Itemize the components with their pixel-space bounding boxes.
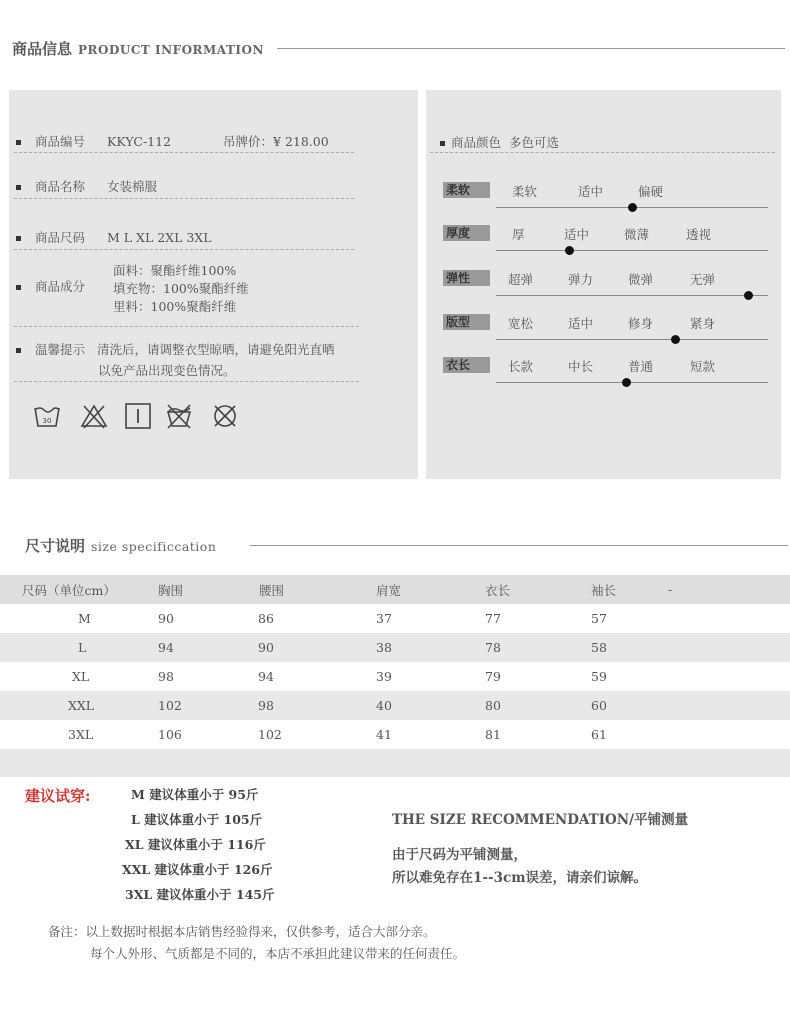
table-cell: 102 [158, 698, 182, 713]
color-value: 多色可选 [509, 135, 560, 150]
table-row [0, 691, 790, 720]
table-row [0, 662, 790, 691]
bullet-icon [16, 185, 21, 190]
recommend-line: XXL 建议体重小于 126斤 [122, 862, 273, 877]
section-title-cn: 商品信息 [12, 40, 73, 58]
no-tumble-dry-icon [165, 402, 193, 430]
table-cell [658, 720, 790, 749]
bullet-icon [16, 140, 21, 145]
info-row-material: 商品成分 [16, 277, 85, 295]
attribute-option: 中长 [568, 359, 594, 374]
table-cell: 106 [158, 727, 182, 742]
attribute-option: 适中 [564, 227, 590, 242]
bullet-icon [16, 236, 21, 241]
table-cell: M [78, 611, 91, 626]
attribute-scale-line [496, 339, 768, 340]
attribute-option: 短款 [690, 359, 716, 374]
table-cell: 79 [485, 669, 501, 684]
color-row: 商品颜色 多色可选 [440, 133, 559, 151]
section-divider [250, 545, 788, 546]
name-value: 女装棉服 [107, 179, 158, 194]
attribute-option: 无弹 [690, 272, 716, 287]
table-cell: 38 [376, 640, 392, 655]
recommend-line: M 建议体重小于 95斤 [131, 787, 259, 802]
bullet-icon [16, 285, 21, 290]
attribute-option: 微弹 [628, 272, 654, 287]
attribute-option: 柔软 [512, 184, 538, 199]
attribute-option: 微薄 [624, 227, 650, 242]
table-cell: 98 [258, 698, 274, 713]
table-cell: 3XL [68, 727, 94, 742]
table-cell: 59 [591, 669, 607, 684]
table-cell [658, 633, 790, 662]
row-divider [430, 152, 775, 153]
table-cell: 80 [485, 698, 501, 713]
attribute-option: 普通 [628, 359, 654, 374]
table-cell: 58 [591, 640, 607, 655]
attribute-scale-line [496, 382, 768, 383]
attribute-scale-line [496, 295, 768, 296]
recommend-note-2: 所以难免存在1--3cm误差，请亲们谅解。 [392, 870, 647, 886]
table-cell: 57 [591, 611, 607, 626]
table-cell: L [78, 640, 87, 655]
remark-line-1: 备注：以上数据时根据本店销售经验得来，仅供参考，适合大部分亲。 [48, 924, 436, 939]
info-row-code: 商品编号 KKYC-112 吊牌价：¥ 218.00 [16, 132, 329, 150]
attribute-option: 弹力 [568, 272, 594, 287]
section-title-product-info [12, 38, 264, 59]
no-dry-clean-icon [211, 402, 239, 430]
table-cell: 102 [258, 727, 282, 742]
recommend-line: L 建议体重小于 105斤 [131, 812, 263, 827]
row-divider [14, 198, 354, 199]
info-row-size: 商品尺码 M L XL 2XL 3XL [16, 228, 212, 246]
wash-30-icon [33, 402, 61, 430]
info-row-name: 商品名称 女装棉服 [16, 177, 157, 195]
attribute-label: 厚度 [443, 225, 490, 241]
section-divider [277, 48, 785, 49]
table-cell: 81 [485, 727, 501, 742]
table-cell: 61 [591, 727, 607, 742]
table-row [0, 633, 790, 662]
section-title-cn: 尺寸说明 [25, 537, 86, 555]
attribute-option: 透视 [686, 227, 712, 242]
attribute-label: 版型 [443, 314, 490, 330]
attribute-option: 偏硬 [638, 184, 664, 199]
table-spacer [0, 749, 790, 777]
material-lines: 面料：聚酯纤维100% 填充物：100%聚酯纤维 里料：100%聚酯纤维 [113, 263, 249, 314]
table-header: 尺码（单位cm） 胸围 腰围 肩宽 衣长 袖长 - [0, 575, 790, 604]
attribute-indicator-dot [628, 203, 637, 212]
attribute-label: 柔软 [443, 182, 490, 198]
table-cell: 86 [258, 611, 274, 626]
table-cell: 98 [158, 669, 174, 684]
row-divider [14, 152, 354, 153]
recommend-note-1: 由于尺码为平铺测量， [392, 847, 527, 863]
bullet-icon [440, 141, 445, 146]
table-cell: 39 [376, 669, 392, 684]
table-cell: 90 [258, 640, 274, 655]
attribute-option: 紧身 [690, 316, 716, 331]
table-cell: XL [72, 669, 90, 684]
table-cell: 94 [158, 640, 174, 655]
row-divider [14, 381, 359, 382]
table-cell [658, 604, 790, 633]
bullet-icon [16, 348, 21, 353]
row-divider [14, 249, 354, 250]
attribute-option: 适中 [578, 184, 604, 199]
table-cell: 90 [158, 611, 174, 626]
attribute-label: 衣长 [443, 357, 490, 373]
wash-temp-label: 30 [42, 417, 52, 425]
price-value: 吊牌价：¥ 218.00 [223, 134, 329, 149]
remark-line-2: 每个人外形、气质都是不同的，本店不承担此建议带来的任何责任。 [90, 946, 466, 961]
no-bleach-icon [80, 402, 108, 430]
table-cell: 41 [376, 727, 392, 742]
table-cell: XXL [68, 698, 95, 713]
info-row-tip: 温馨提示 清洗后，请调整衣型晾晒，请避免阳光直晒 [16, 340, 335, 358]
attribute-option: 超弹 [508, 272, 534, 287]
attribute-scale-line [496, 250, 768, 251]
section-title-en: size specificcation [91, 539, 217, 554]
attribute-option: 适中 [568, 316, 594, 331]
attribute-indicator-dot [671, 335, 680, 344]
section-title-size [25, 535, 216, 556]
attribute-option: 厚 [512, 227, 525, 242]
size-value: M L XL 2XL 3XL [107, 230, 212, 245]
table-cell: 37 [376, 611, 392, 626]
table-cell: 77 [485, 611, 501, 626]
table-row [0, 720, 790, 749]
code-value: KKYC-112 [107, 134, 172, 149]
table-cell [658, 691, 790, 720]
attribute-indicator-dot [622, 378, 631, 387]
recommend-line: XL 建议体重小于 116斤 [125, 837, 266, 852]
attribute-option: 宽松 [508, 316, 534, 331]
attribute-option: 长款 [508, 359, 534, 374]
table-row [0, 604, 790, 633]
table-cell [658, 662, 790, 691]
attribute-indicator-dot [565, 246, 574, 255]
recommend-heading-en: THE SIZE RECOMMENDATION/平铺测量 [392, 812, 689, 828]
size-table [0, 575, 790, 777]
tumble-dry-icon [124, 402, 152, 430]
tip-line-2: 以免产品出现变色情况。 [98, 363, 236, 378]
attribute-label: 弹性 [443, 270, 490, 286]
row-divider [14, 326, 359, 327]
table-cell: 78 [485, 640, 501, 655]
recommend-title: 建议试穿: [25, 787, 91, 805]
recommend-line: 3XL 建议体重小于 145斤 [125, 887, 275, 902]
table-cell: 40 [376, 698, 392, 713]
section-title-en: PRODUCT INFORMATION [78, 43, 264, 57]
attribute-option: 修身 [628, 316, 654, 331]
table-cell: 94 [258, 669, 274, 684]
table-cell: 60 [591, 698, 607, 713]
